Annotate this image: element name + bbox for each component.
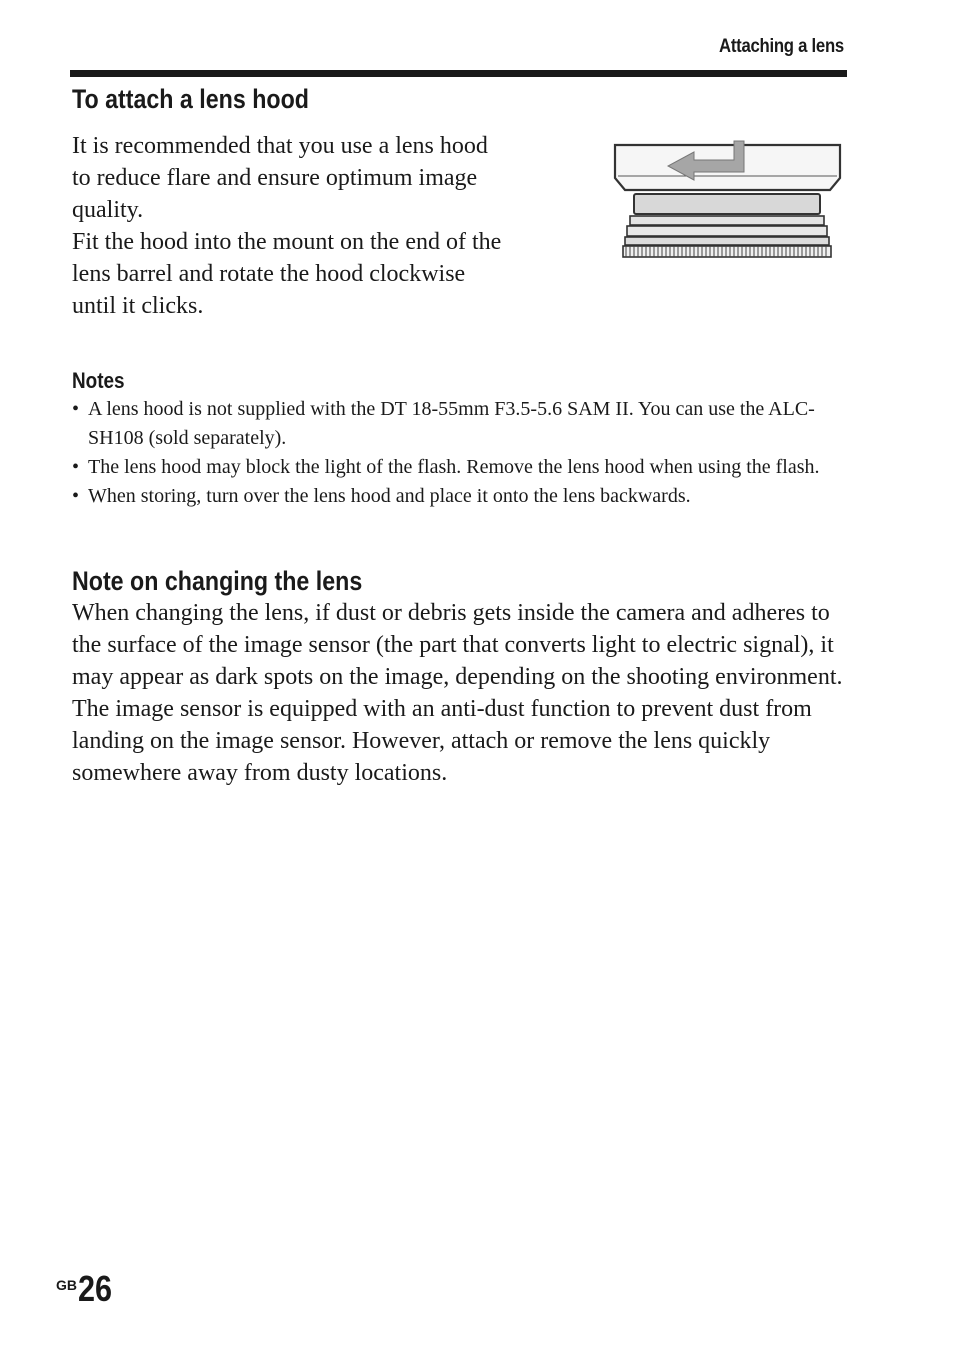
page-number-value: 26 bbox=[78, 1268, 113, 1309]
notes-heading: Notes bbox=[72, 368, 125, 393]
paragraph: The image sensor is equipped with an anti-dust function to prevent dust from landing on the image sensor. However, attach or remove the lens quickly somewhere away from dusty locations. bbox=[72, 696, 812, 786]
bullet: • bbox=[72, 485, 80, 507]
lens-hood-instructions bbox=[72, 130, 512, 322]
header-rule bbox=[70, 70, 847, 77]
changing-lens-text bbox=[72, 597, 852, 789]
bullet: • bbox=[72, 398, 80, 420]
note-text: The lens hood may block the light of the flash. Remove the lens hood when using the flash. bbox=[88, 456, 820, 478]
region-code: GB bbox=[56, 1277, 77, 1293]
page-number bbox=[56, 1268, 118, 1310]
lens-hood-icon bbox=[610, 136, 845, 261]
section-title-changing-lens: Note on changing the lens bbox=[72, 566, 363, 596]
paragraph: Fit the hood into the mount on the end of the lens barrel and rotate the hood clockwise until it clicks. bbox=[72, 229, 502, 319]
running-header: Attaching a lens bbox=[719, 36, 844, 57]
section-title-lens-hood: To attach a lens hood bbox=[72, 84, 309, 114]
list-item bbox=[72, 395, 852, 453]
lens-hood-attach-illustration bbox=[610, 136, 845, 266]
bullet: • bbox=[72, 456, 80, 478]
list-item bbox=[72, 453, 852, 482]
paragraph: It is recommended that you use a lens hood to reduce flare and ensure optimum image quality. bbox=[72, 133, 488, 223]
note-text: A lens hood is not supplied with the DT 18-55mm F3.5-5.6 SAM II. You can use the ALC-SH108 (sold separately). bbox=[88, 398, 815, 449]
paragraph: When changing the lens, if dust or debris gets inside the camera and adheres to the surface of the image sensor (the part that converts light to electric signal), it may appear as dark spots on the image, depending on the shooting environment. bbox=[72, 600, 843, 690]
notes-list bbox=[72, 395, 852, 511]
note-text: When storing, turn over the lens hood and place it onto the lens backwards. bbox=[88, 485, 691, 507]
list-item bbox=[72, 482, 852, 511]
